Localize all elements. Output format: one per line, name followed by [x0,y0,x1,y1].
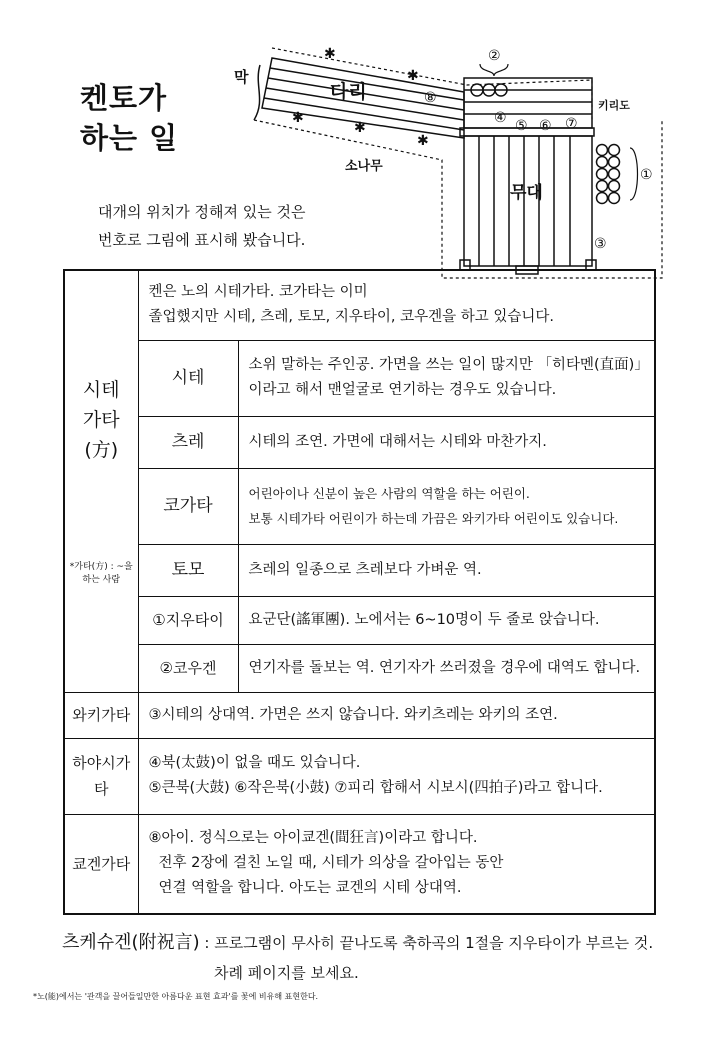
door-label: 키리도 [598,99,630,112]
title-line-1: 켄토가 [80,81,168,115]
main-stage [460,136,596,274]
svg-text:✱: ✱ [292,110,304,126]
shite-category-2: 가타(方) [82,409,120,462]
kyogen-category: 쿄겐가타 [64,814,138,914]
svg-text:⑧: ⑧ [424,90,437,106]
page-title [80,78,178,158]
svg-text:①: ① [640,167,653,183]
svg-text:✱: ✱ [407,68,419,84]
svg-text:⑥: ⑥ [539,118,552,134]
table-row [64,644,655,692]
svg-text:②: ② [488,48,501,64]
tsuke-line-1: : 프로그램이 무사히 끝나도록 축하곡의 1절을 지우타이가 부르는 것. [199,934,654,952]
shite-category: 시테 [82,379,120,402]
table-row [64,416,655,468]
footnote: *노(能)에서는 '관객을 끌어들일만한 아름다운 표현 효과'를 꽃에 비유해 표현한다. [33,992,319,1001]
role-label: ①지우타이 [138,596,238,644]
role-label: 츠레 [138,416,238,468]
role-label: 코가타 [138,468,238,544]
table-row [64,544,655,596]
kyogen-desc: ⑧아이. 정식으로는 아이쿄겐(間狂言)이라고 합니다. 전후 2장에 걸친 노일 때, 시테가 의상을 갈아입는 동안 연결 역할을 합니다. 아도는 쿄겐의 시테 상대역. [138,814,655,914]
chorus-circles [597,145,620,204]
svg-text:✱: ✱ [417,133,429,149]
role-label: 토모 [138,544,238,596]
role-desc: 츠레의 일종으로 츠레보다 가벼운 역. [238,544,655,596]
shite-summary: 켄은 노의 시테가타. 코가타는 이미 졸업했지만 시테, 츠레, 토모, 지우타이, 코우겐을 하고 있습니다. [138,270,655,340]
title-line-2: 하는 일 [80,121,179,155]
waki-category: 와키가타 [64,692,138,738]
bridge-label: 다리 [330,81,367,103]
stage-diagram [232,30,672,295]
hayashi-category: 하야시가타 [64,738,138,814]
svg-text:④: ④ [494,110,507,126]
table-row [64,738,655,814]
curtain-label: 막 [234,68,249,86]
svg-text:✱: ✱ [354,120,366,136]
intro-line-1: 대개의 위치가 정해져 있는 것은 [98,203,306,221]
role-desc: 소위 말하는 주인공. 가면을 쓰는 일이 많지만 「히타멘(直面)」 이라고 해서 맨얼굴로 연기하는 경우도 있습니다. [238,340,655,416]
role-desc: 시테의 조연. 가면에 대해서는 시테와 마찬가지. [238,416,655,468]
tsuke-note [62,928,653,988]
svg-text:③: ③ [594,236,607,252]
shite-note: *가타(方) : ~을 하는 사람 [69,562,133,586]
stage-label: 무대 [510,183,543,203]
role-desc: 어린아이나 신분이 높은 사람의 역할을 하는 어린이. 보통 시테가타 어린이가 하는데 가끔은 와키가타 어린이도 있습니다. [238,468,655,544]
tsuke-heading: 츠케슈겐(附祝言) [62,932,200,953]
table-row [64,814,655,914]
role-label: ②코우겐 [138,644,238,692]
table-row [64,468,655,544]
table-row [64,340,655,416]
role-desc: 요군단(謠軍團). 노에서는 6~10명이 두 줄로 앉습니다. [238,596,655,644]
waki-desc: ③시테의 상대역. 가면은 쓰지 않습니다. 와키츠레는 와키의 조연. [138,692,655,738]
intro-line-2: 번호로 그림에 표시해 봤습니다. [98,231,306,249]
table-row [64,596,655,644]
table-row [64,692,655,738]
svg-text:✱: ✱ [324,46,336,62]
svg-text:⑤: ⑤ [515,118,528,134]
svg-text:⑦: ⑦ [565,116,578,132]
tsuke-line-2: 차례 페이지를 보세요. [214,964,359,982]
pine-label: 소나무 [345,159,383,174]
role-label: 시테 [138,340,238,416]
curtain-edge [254,65,260,120]
hayashi-desc: ④북(太鼓)이 없을 때도 있습니다. ⑤큰북(大鼓) ⑥작은북(小鼓) ⑦피리 합해서 시보시(四拍子)라고 합니다. [138,738,655,814]
table-row [64,270,655,340]
roles-table [63,269,656,915]
role-desc: 연기자를 돌보는 역. 연기자가 쓰러졌을 경우에 대역도 합니다. [238,644,655,692]
shite-category-cell [64,270,138,692]
